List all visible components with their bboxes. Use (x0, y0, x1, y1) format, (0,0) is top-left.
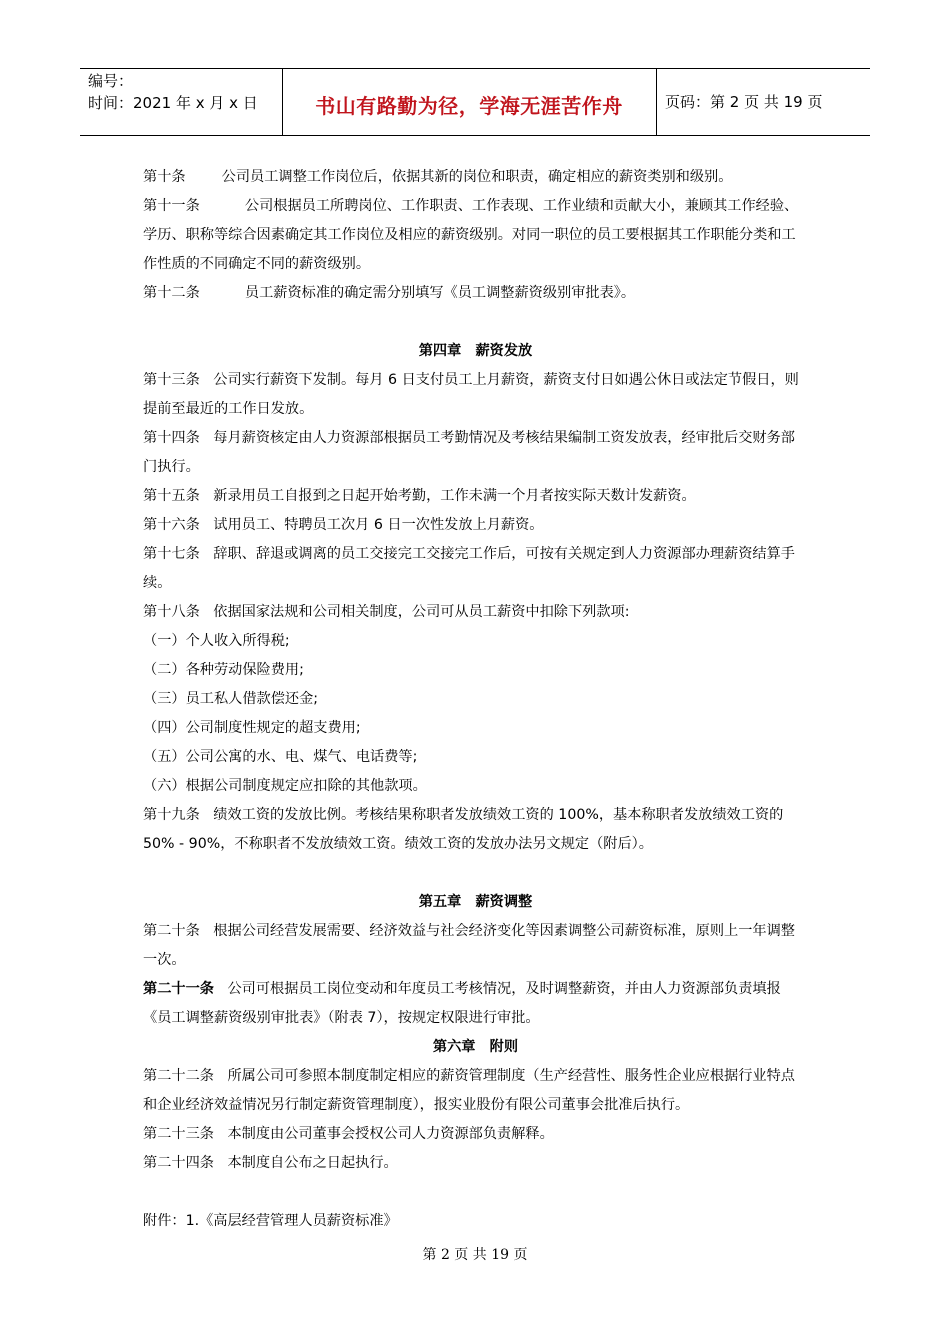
paragraph-gap (143, 308, 808, 337)
article-spacer (214, 981, 228, 997)
article-paragraph (143, 598, 808, 627)
article-spacer (214, 1068, 228, 1084)
article-text: 本制度由公司董事会授权公司人力资源部负责解释。 (227, 1126, 554, 1142)
article-spacer (200, 546, 214, 562)
article-number: 第二十一条 (143, 981, 214, 997)
article-paragraph (143, 424, 808, 482)
article-paragraph (143, 1149, 808, 1178)
document-body (143, 163, 808, 1236)
document-date-label: 时间：2021 年 x 月 x 日 (88, 94, 258, 112)
article-spacer (214, 1155, 228, 1171)
article-paragraph (143, 1062, 808, 1120)
article-number: 第二十二条 (143, 1068, 214, 1084)
article-number: 第十四条 (143, 430, 200, 446)
article-text: 每月薪资核定由人力资源部根据员工考勤情况及考核结果编制工资发放表，经审批后交财务部门执行。 (143, 430, 795, 475)
article-text: 绩效工资的发放比例。考核结果称职者发放绩效工资的 100%，基本称职者发放绩效工资的 50% - 90%，不称职者不发放绩效工资。绩效工资的发放办法另文规定（附后）。 (143, 807, 788, 852)
article-text: 新录用员工自报到之日起开始考勤，工作未满一个月者按实际天数计发薪资。 (213, 488, 696, 504)
header-divider-right (656, 68, 657, 136)
article-spacer (200, 807, 214, 823)
article-spacer (200, 923, 214, 939)
article-number: 第十三条 (143, 372, 200, 388)
article-paragraph (143, 192, 808, 279)
article-spacer (200, 198, 245, 214)
article-number: 第十一条 (143, 198, 200, 214)
article-text: 公司员工调整工作岗位后，依据其新的岗位和职责，确定相应的薪资类别和级别。 (221, 169, 733, 185)
article-number: 第十七条 (143, 546, 200, 562)
article-number: 第二十四条 (143, 1155, 214, 1171)
article-paragraph (143, 482, 808, 511)
article-number: 第十九条 (143, 807, 200, 823)
article-number: 第十六条 (143, 517, 200, 533)
article-text: 公司可根据员工岗位变动和年度员工考核情况，及时调整薪资，并由人力资源部负责填报《员工调整薪资级别审批表》（附表 7），按规定权限进行审批。 (143, 981, 781, 1026)
chapter-heading: 第四章 薪资发放 (418, 343, 533, 359)
list-item: （二）各种劳动保险费用; (143, 662, 304, 678)
list-item: （一）个人收入所得税; (143, 633, 290, 649)
article-spacer (186, 169, 222, 185)
article-number: 第十八条 (143, 604, 200, 620)
page-footer: 第 2 页 共 19 页 (422, 1247, 528, 1263)
article-spacer (200, 372, 214, 388)
article-paragraph (143, 801, 808, 859)
article-number: 第十条 (143, 169, 186, 185)
header-meta (88, 70, 258, 114)
article-paragraph (143, 975, 808, 1033)
paragraph-gap (143, 1178, 808, 1207)
article-text: 公司根据员工所聘岗位、工作职责、工作表现、工作业绩和贡献大小，兼顾其工作经验、学历、职称等综合因素确定其工作岗位及相应的薪资级别。对同一职位的员工要根据其工作职能分类和工作性质的不同确定不同的薪资级别。 (143, 198, 799, 272)
chapter-heading: 第六章 附则 (432, 1039, 519, 1055)
article-paragraph (143, 511, 808, 540)
paragraph-gap (143, 859, 808, 888)
list-item: 附件：1.《高层经营管理人员薪资标准》 (143, 1213, 398, 1229)
article-spacer (200, 430, 214, 446)
article-paragraph (143, 1120, 808, 1149)
list-item: （三）员工私人借款偿还金; (143, 691, 319, 707)
article-number: 第二十条 (143, 923, 200, 939)
article-number: 第十二条 (143, 285, 200, 301)
article-spacer (200, 604, 214, 620)
article-text: 根据公司经营发展需要、经济效益与社会经济变化等因素调整公司薪资标准，原则上一年调整一次。 (143, 923, 795, 968)
article-spacer (200, 517, 214, 533)
header-page-label: 页码：第 2 页 共 19 页 (665, 93, 823, 111)
article-paragraph (143, 540, 808, 598)
article-paragraph (143, 163, 808, 192)
header-bottom-rule (80, 135, 870, 136)
article-text: 公司实行薪资下发制。每月 6 日支付员工上月薪资，薪资支付日如遇公休日或法定节假日，则提前至最近的工作日发放。 (143, 372, 799, 417)
article-text: 本制度自公布之日起执行。 (227, 1155, 398, 1171)
header-motto: 书山有路勤为径，学海无涯苦作舟 (315, 94, 623, 118)
list-item: （四）公司制度性规定的超支费用; (143, 720, 361, 736)
article-paragraph (143, 279, 808, 308)
list-item: （六）根据公司制度规定应扣除的其他款项。 (143, 778, 427, 794)
article-number: 第二十三条 (143, 1126, 214, 1142)
article-paragraph (143, 917, 808, 975)
article-text: 员工薪资标准的确定需分别填写《员工调整薪资级别审批表》。 (244, 285, 636, 301)
article-spacer (200, 285, 245, 301)
article-number: 第十五条 (143, 488, 200, 504)
list-item: （五）公司公寓的水、电、煤气、电话费等; (143, 749, 418, 765)
article-text: 依据国家法规和公司相关制度，公司可从员工薪资中扣除下列款项: (213, 604, 630, 620)
article-text: 辞职、辞退或调离的员工交接完工交接完工作后，可按有关规定到人力资源部办理薪资结算手续。 (143, 546, 795, 591)
header-top-rule (80, 68, 870, 69)
chapter-heading: 第五章 薪资调整 (418, 894, 533, 910)
article-spacer (214, 1126, 228, 1142)
article-paragraph (143, 366, 808, 424)
article-spacer (200, 488, 214, 504)
document-number-label: 编号： (88, 72, 134, 90)
article-text: 所属公司可参照本制度制定相应的薪资管理制度（生产经营性、服务性企业应根据行业特点和企业经济效益情况另行制定薪资管理制度），报实业股份有限公司董事会批准后执行。 (143, 1068, 795, 1113)
article-text: 试用员工、特聘员工次月 6 日一次性发放上月薪资。 (213, 517, 544, 533)
